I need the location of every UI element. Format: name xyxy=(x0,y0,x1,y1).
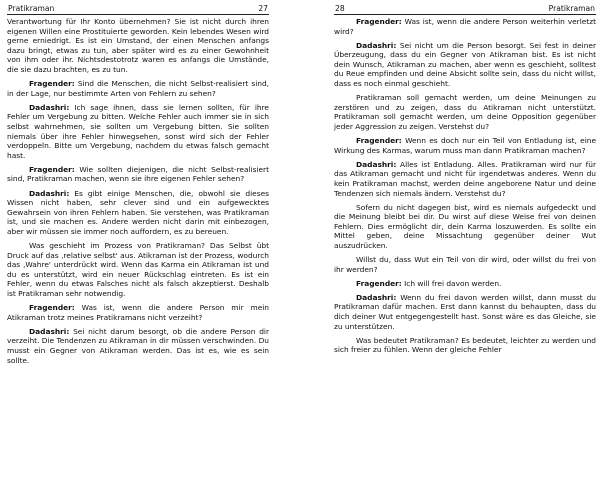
paragraph-text: Was ist, wenn die andere Person mir mein Atikraman trotz meines Pratikramans nicht verzeiht? xyxy=(7,303,269,322)
paragraph xyxy=(7,79,269,98)
page-body xyxy=(7,17,269,365)
paragraph xyxy=(7,303,269,322)
paragraph xyxy=(334,336,596,355)
paragraph xyxy=(7,241,269,299)
speaker-label: Fragender: xyxy=(356,136,402,146)
paragraph-text: Sei nicht darum besorgt, ob die andere Person dir verzeiht. Die Tendenzen zu Atikraman in dir müssen verschwinden. Du musst ein Gegner von Atikraman werden. Das ist es, wie es sein sollte. xyxy=(7,326,269,365)
page-body xyxy=(334,17,596,355)
speaker-label: Dadashri: xyxy=(356,40,397,50)
paragraph-text: Wenn es doch nur ein Teil von Entladung ist, eine Wirkung des Karmas, warum muss man dann Pratikraman machen? xyxy=(334,136,596,155)
paragraph xyxy=(334,160,596,198)
running-title: Pratikraman xyxy=(548,4,595,13)
paragraph xyxy=(334,17,596,36)
paragraph xyxy=(334,203,596,251)
paragraph-text: Willst du, dass Wut ein Teil von dir wird, oder willst du frei von ihr werden? xyxy=(334,255,596,274)
left-page xyxy=(7,4,269,370)
page-number: 28 xyxy=(335,4,345,13)
speaker-label: Fragender: xyxy=(29,303,75,313)
paragraph-text: Was ist, wenn die andere Person weiterhin verletzt wird? xyxy=(334,17,596,36)
speaker-label: Dadashri: xyxy=(356,292,397,302)
paragraph xyxy=(7,327,269,365)
paragraph-text: Sind die Menschen, die nicht Selbst-realisiert sind, in der Lage, nur bestimmte Arten von Fehlern zu sehen? xyxy=(7,79,269,98)
paragraph xyxy=(334,255,596,274)
paragraph-text: Sofern du nicht dagegen bist, wird es niemals aufgedeckt und die Meinung bleibt bei dir. Du wirst auf diese Weise frei von deinen Fehlern. Dies ermöglicht dir, dein Karma loszuwerden. Es sollte ein Mittel geben, deine Missachtung gegenüber deiner Wut auszudrücken. xyxy=(334,202,596,250)
paragraph xyxy=(334,293,596,331)
speaker-label: Dadashri: xyxy=(29,102,70,112)
paragraph xyxy=(7,103,269,161)
paragraph-text: Sei nicht um die Person besorgt. Sei fest in deiner Überzeugung, dass du ein Gegner von Atikraman bist. Es ist nicht dein Wunsch, Atikraman zu machen, aber wenn es geschieht, solltest du Reue empfinden und deine Absicht sollte sein, dass du nicht willst, dass es noch einmal geschieht. xyxy=(334,40,596,89)
right-page xyxy=(334,4,596,359)
paragraph-text: Was bedeutet Pratikraman? Es bedeutet, leichter zu werden und sich freier zu fühlen. Wenn der gleiche Fehler xyxy=(334,335,596,355)
speaker-label: Dadashri: xyxy=(29,326,70,336)
paragraph xyxy=(334,93,596,131)
paragraph-text: Wie sollten diejenigen, die nicht Selbst-realisiert sind, Pratikraman machen, wenn sie ihre eigenen Fehler sehen? xyxy=(7,164,269,184)
paragraph xyxy=(7,165,269,184)
paragraph xyxy=(7,17,269,75)
speaker-label: Fragender: xyxy=(356,278,402,288)
paragraph-text: Was geschieht im Prozess von Pratikraman? Das Selbst übt Druck auf das ‚relative selbst' aus. Atikraman ist der Prozess, wodurch das ‚Wahre' unterdrückt wird. Wenn das Karma ein Atikraman ist und du es unterstützt, wird ein neuer Rückschlag eintreten. Es ist ein Fehler, wenn du etwas Falsches nicht als falsch akzeptierst. Deshalb ist Pratikraman sehr notwendig. xyxy=(7,240,269,298)
paragraph-text: Alles ist Entladung. Alles. Pratikraman wird nur für das Atikraman gemacht und nicht für irgendetwas anderes. Wenn du kein Pratikraman machst, werden deine angeborene Natur und deine Tendenzen sich niemals ändern. Verstehst du? xyxy=(334,159,596,198)
paragraph-text: Pratikraman soll gemacht werden, um deine Meinungen zu zerstören und zu zeigen, dass du Atikraman nicht unterstützt. Pratikraman soll gemacht werden, um deine Opposition gegenüber jeder Aggression zu zeigen. Verstehst du? xyxy=(334,93,596,131)
page-header xyxy=(7,4,269,15)
paragraph-text: Es gibt einige Menschen, die, obwohl sie dieses Wissen nicht haben, sehr clever sind und ein aufgewecktes Gewahrsein von ihren Fehlern haben. Sie verstehen, was Pratikraman ist, und sie machen es. Andere werden nicht darin mit einbezogen, aber wir müssen sie immer noch auffordern, es zu bereuen. xyxy=(7,188,269,236)
speaker-label: Dadashri: xyxy=(356,159,397,169)
speaker-label: Fragender: xyxy=(29,79,75,89)
paragraph-text: Ich will frei davon werden. xyxy=(401,278,502,288)
running-title: Pratikraman xyxy=(8,4,55,13)
speaker-label: Fragender: xyxy=(29,164,75,174)
paragraph-text: Verantwortung für Ihr Konto übernehmen? Sie ist nicht durch ihren eigenen Willen eine Prostituierte geworden. Kein lebendes Wesen wird gerne erniedrigt. Es ist ein Umstand, der einen Menschen anfangs dazu bringt, etwas zu tun, aber später wird es zu einer Gewohnheit von ihm oder ihr. Nichtsdestotrotz waren es anfangs die Umstände, die sie dazu brachten, es zu tun. xyxy=(7,17,269,74)
paragraph xyxy=(7,189,269,237)
paragraph-text: Wenn du frei davon werden willst, dann musst du Pratikraman dafür machen. Erst dann kannst du behaupten, dass du dich deiner Wut entgegengestellt hast. Sonst wäre es das Gleiche, sie zu unterstützen. xyxy=(334,292,596,331)
speaker-label: Fragender: xyxy=(356,17,402,26)
paragraph-text: Ich sage ihnen, dass sie lernen sollten, für ihre Fehler um Vergebung zu bitten. Welche Fehler auch immer sie in sich selbst wahrnehmen, sie sollten um Vergebung bitten. Sie sollten niemals über ihre Fehler hinwegsehen, sonst wird sich der Fehler verdoppeln. Bitte um Vergebung, nachdem du etwas falsch gemacht hast. xyxy=(7,102,269,160)
paragraph xyxy=(334,41,596,89)
paragraph xyxy=(334,136,596,155)
speaker-label: Dadashri: xyxy=(29,188,70,198)
page-number: 27 xyxy=(258,4,268,13)
paragraph xyxy=(334,279,596,289)
page-header xyxy=(334,4,596,15)
